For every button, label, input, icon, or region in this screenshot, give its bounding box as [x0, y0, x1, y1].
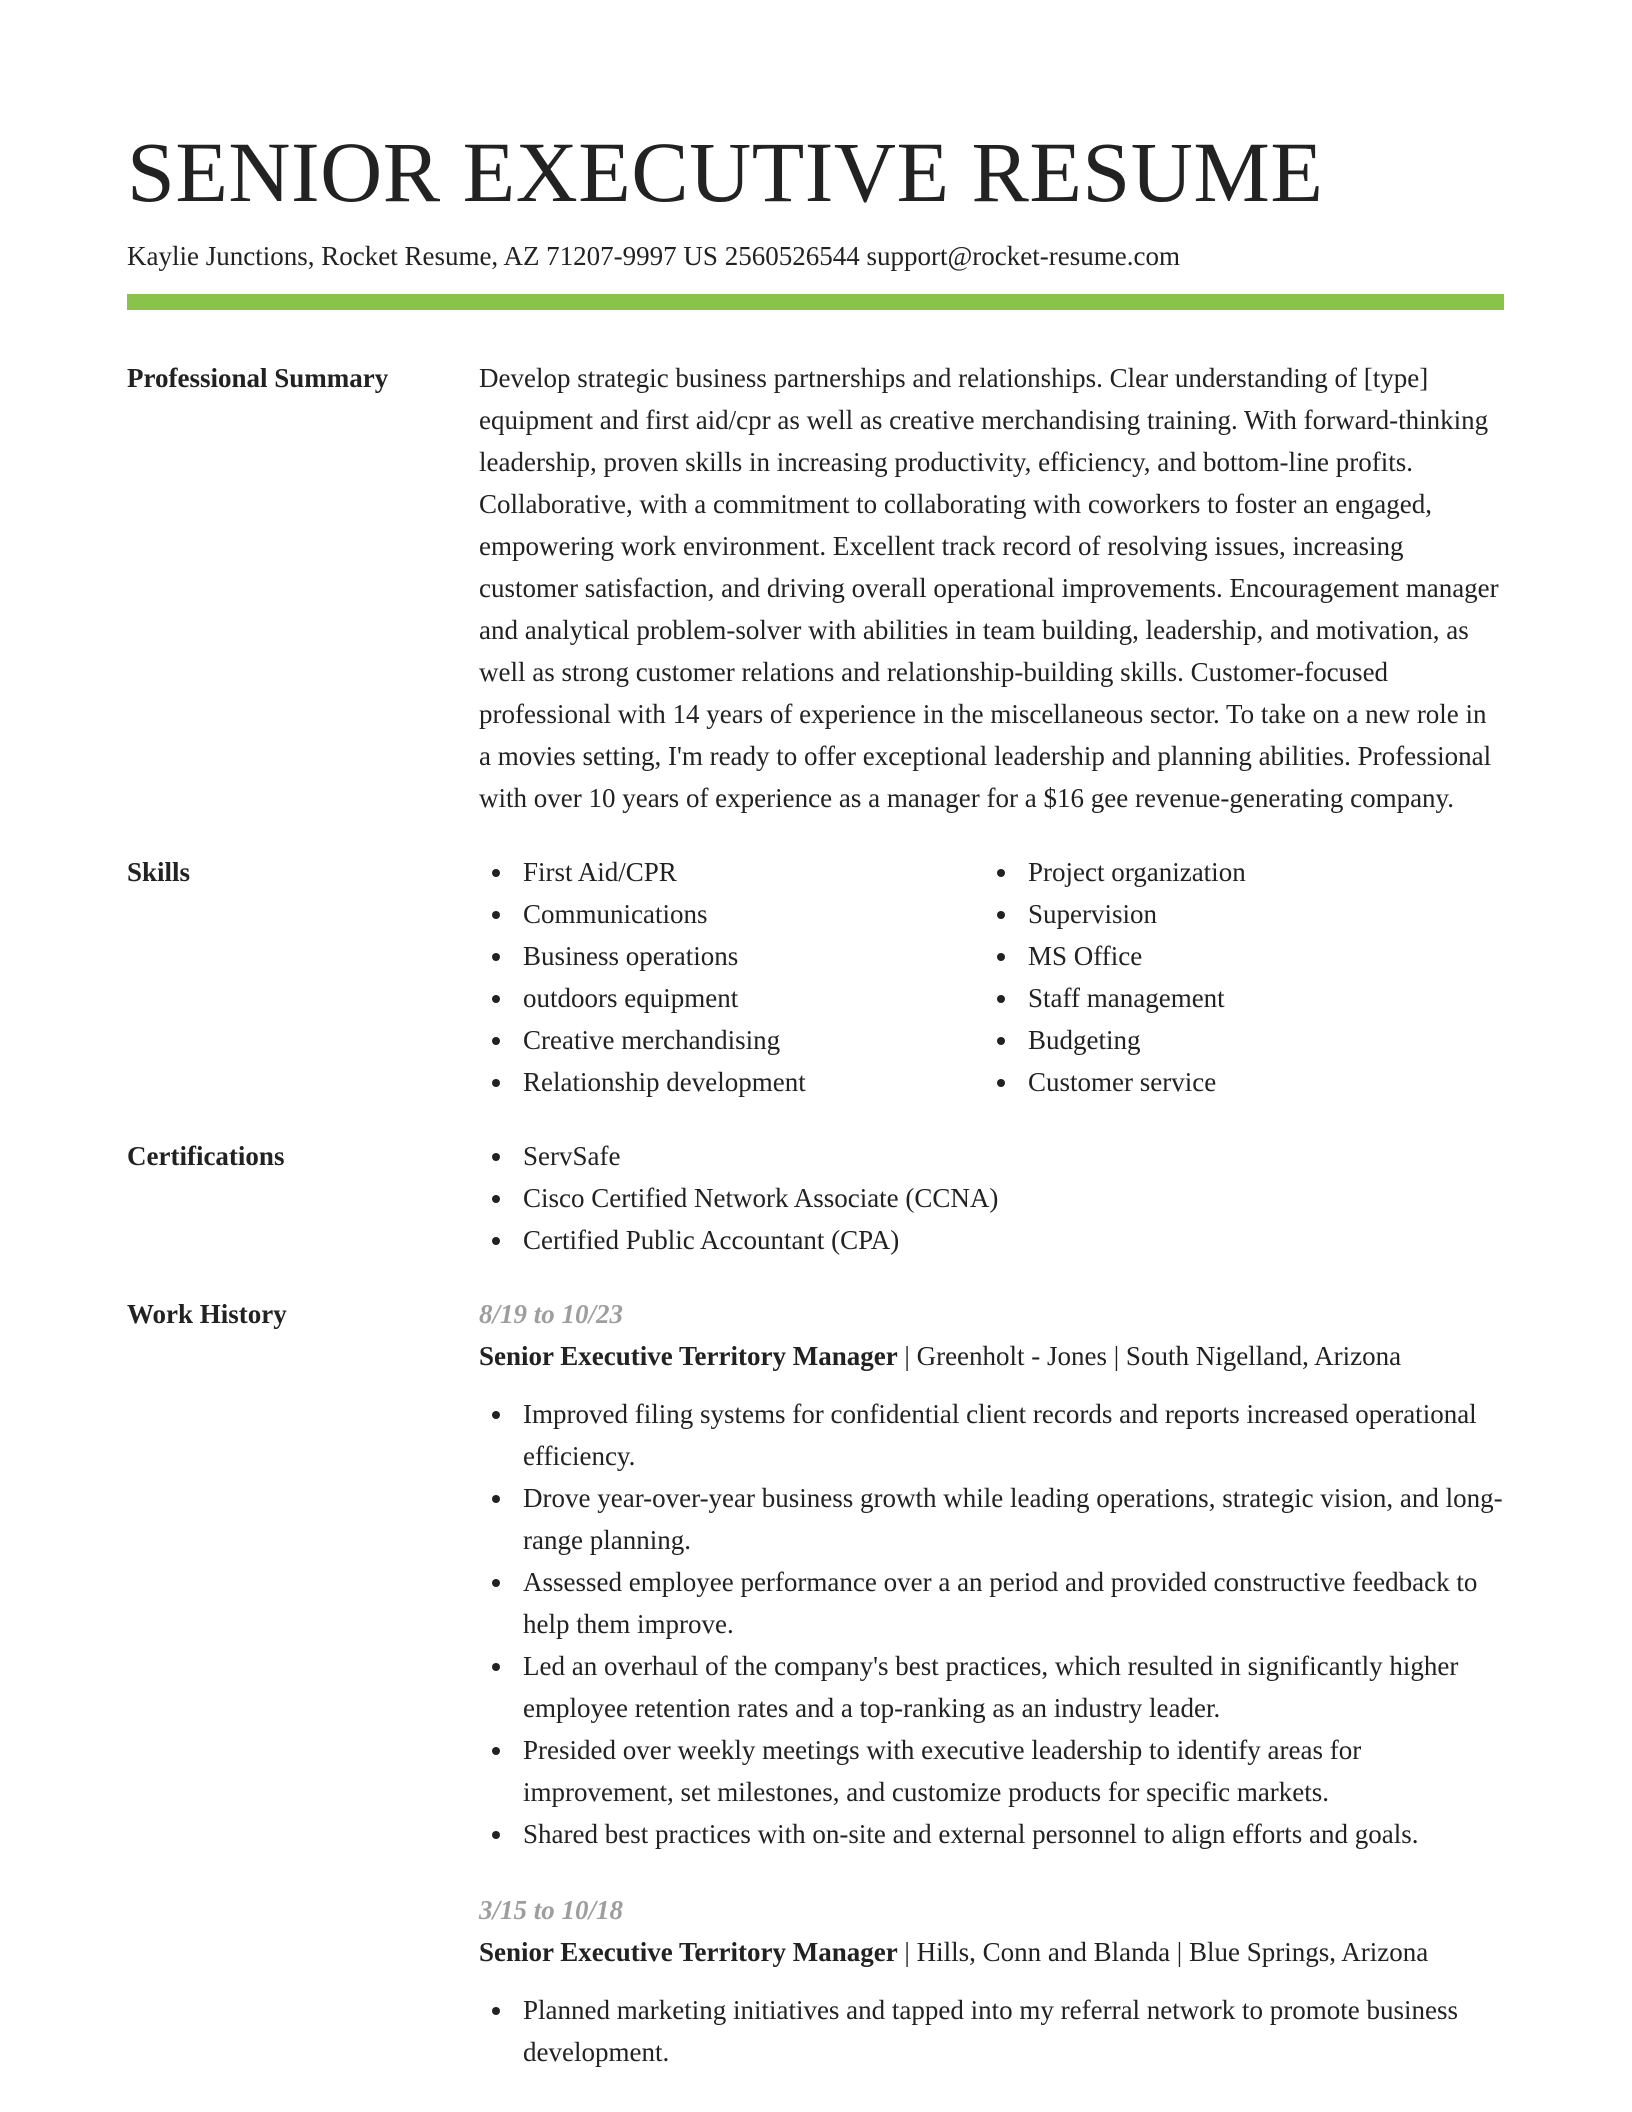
skill-item: Relationship development — [479, 1061, 984, 1103]
job-dates: 8/19 to 10/23 — [479, 1299, 624, 1329]
summary-section — [127, 357, 1504, 819]
skill-item: Communications — [479, 893, 984, 935]
job-heading — [479, 1931, 1504, 1973]
skills-section — [127, 851, 1504, 1103]
work-history-section — [127, 1293, 1504, 2073]
job-bullets — [479, 1989, 1504, 2073]
job-bullet: Drove year-over-year business growth while leading operations, strategic vision, and long-range planning. — [479, 1477, 1504, 1561]
job-bullet: Planned marketing initiatives and tapped into my referral network to promote business development. — [479, 1989, 1504, 2073]
job-bullet: Improved filing systems for confidential client records and reports increased operational efficiency. — [479, 1393, 1504, 1477]
job-bullets — [479, 1393, 1504, 1855]
certifications-list — [479, 1135, 1504, 1261]
resume-page — [127, 118, 1504, 2073]
skills-list-left — [479, 851, 984, 1103]
certification-item: Certified Public Accountant (CPA) — [479, 1219, 1504, 1261]
skill-item: Supervision — [984, 893, 1489, 935]
job-entry — [479, 1889, 1504, 2073]
certification-item: ServSafe — [479, 1135, 1504, 1177]
skills-list-right — [984, 851, 1489, 1103]
job-dates: 3/15 to 10/18 — [479, 1895, 624, 1925]
job-entry — [479, 1293, 1504, 1855]
skill-item: First Aid/CPR — [479, 851, 984, 893]
resume-title: SENIOR EXECUTIVE RESUME — [127, 124, 1324, 220]
skill-item: MS Office — [984, 935, 1489, 977]
header-divider — [127, 294, 1504, 310]
skill-item: Customer service — [984, 1061, 1489, 1103]
skills-grid — [479, 851, 1504, 1103]
skill-item: Business operations — [479, 935, 984, 977]
job-title: Senior Executive Territory Manager — [479, 1341, 898, 1371]
skill-item: Project organization — [984, 851, 1489, 893]
job-bullet: Shared best practices with on-site and external personnel to align efforts and goals. — [479, 1813, 1504, 1855]
job-bullet: Presided over weekly meetings with executive leadership to identify areas for improvement, set milestones, and customize products for specific markets. — [479, 1729, 1504, 1813]
certifications-section — [127, 1135, 1504, 1261]
contact-info: Kaylie Junctions, Rocket Resume, AZ 71207-9997 US 2560526544 support@rocket-resume.com — [127, 241, 1180, 271]
skill-item: Creative merchandising — [479, 1019, 984, 1061]
skill-item: outdoors equipment — [479, 977, 984, 1019]
job-bullet: Assessed employee performance over a an period and provided constructive feedback to help them improve. — [479, 1561, 1504, 1645]
work-history-content — [479, 1293, 1504, 2073]
certification-item: Cisco Certified Network Associate (CCNA) — [479, 1177, 1504, 1219]
skill-item: Budgeting — [984, 1019, 1489, 1061]
certifications-label: Certifications — [127, 1141, 285, 1171]
job-details: | Greenholt - Jones | South Nigelland, Arizona — [897, 1341, 1402, 1371]
skills-label: Skills — [127, 857, 191, 887]
job-title: Senior Executive Territory Manager — [479, 1937, 898, 1967]
summary-label: Professional Summary — [127, 363, 389, 393]
certifications-content — [479, 1135, 1504, 1261]
job-heading — [479, 1335, 1504, 1377]
work-history-label: Work History — [127, 1299, 287, 1329]
job-bullet: Led an overhaul of the company's best practices, which resulted in significantly higher employee retention rates and a top-ranking as an industry leader. — [479, 1645, 1504, 1729]
job-details: | Hills, Conn and Blanda | Blue Springs, Arizona — [897, 1937, 1429, 1967]
skill-item: Staff management — [984, 977, 1489, 1019]
summary-text: Develop strategic business partnerships and relationships. Clear understanding of [type] equipment and first aid/cpr as well as creative merchandising training. With forward-thinking leadership, proven skills in increasing productivity, efficiency, and bottom-line profits. Collaborative, with a commitment to collaborating with coworkers to foster an engaged, empowering work environment. Excellent track record of resolving issues, increasing customer satisfaction, and driving overall operational improvements. Encouragement manager and analytical problem-solver with abilities in team building, leadership, and motivation, as well as strong customer relations and relationship-building skills. Customer-focused professional with 14 years of experience in the miscellaneous sector. To take on a new role in a movies setting, I'm ready to offer exceptional leadership and planning abilities. Professional with over 10 years of experience as a manager for a $16 gee revenue-generating company. — [479, 363, 1499, 813]
